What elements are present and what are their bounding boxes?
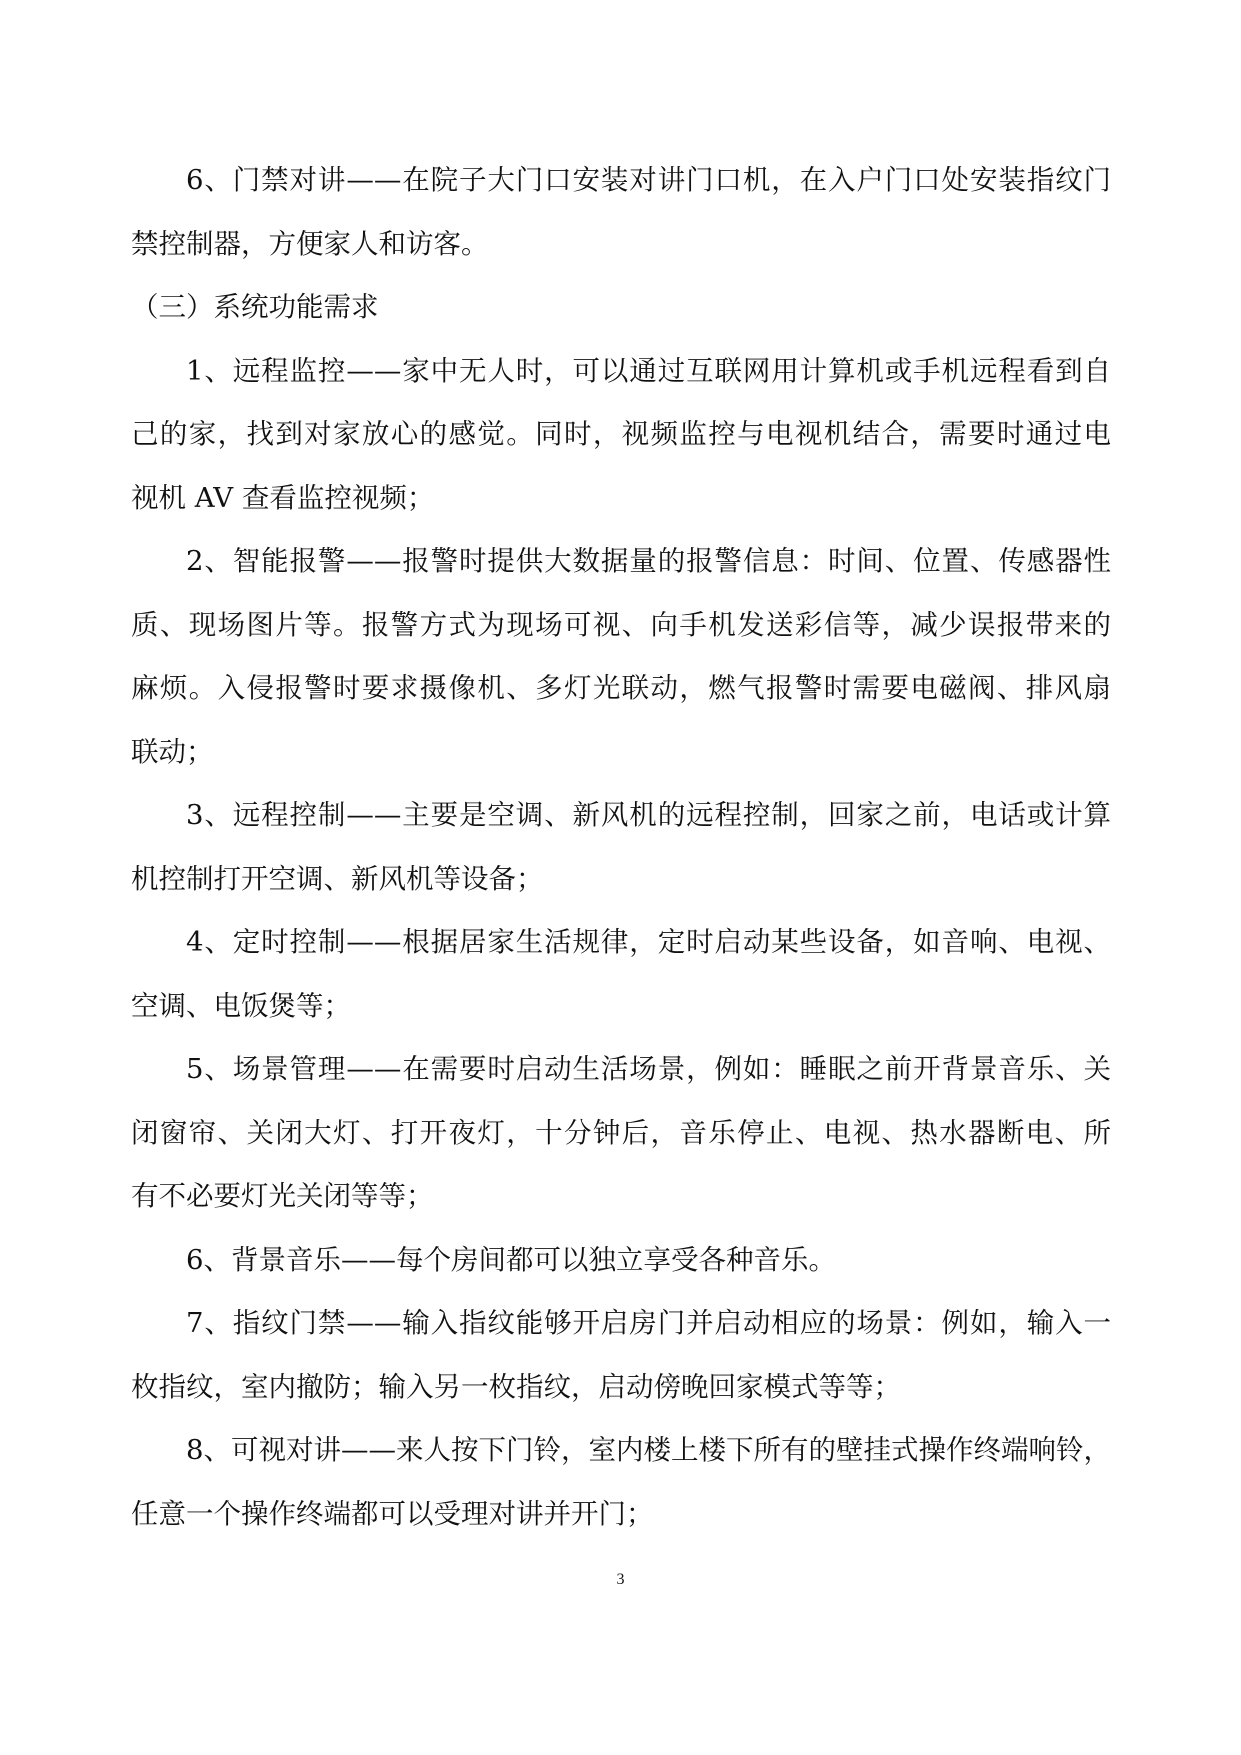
text-line: 机控制打开空调、新风机等设备；	[131, 862, 544, 895]
text-line: 空调、电饭煲等；	[131, 989, 351, 1022]
section-heading-text: （三）系统功能需求	[131, 291, 379, 323]
text-line: 6、门禁对讲——在院子大门口安装对讲门口机，在入户门口处安装指纹门	[186, 164, 1111, 196]
text-line: 闭窗帘、关闭大灯、打开夜灯，十分钟后，音乐停止、电视、热水器断电、所	[131, 1116, 1111, 1149]
page-number: 3	[616, 1571, 625, 1588]
paragraph-scene-management	[131, 1038, 1111, 1229]
paragraph-background-music	[131, 1229, 1111, 1293]
text-line: 1、远程监控——家中无人时，可以通过互联网用计算机或手机远程看到自	[186, 354, 1111, 387]
paragraph-smart-alarm	[131, 530, 1111, 784]
text-line: 8、可视对讲——来人按下门铃，室内楼上楼下所有的壁挂式操作终端响铃，	[186, 1434, 1111, 1466]
text-line: 质、现场图片等。报警方式为现场可视、向手机发送彩信等，减少误报带来的	[131, 608, 1111, 641]
paragraph-timer-control	[131, 911, 1111, 1038]
text-line: 枚指纹，室内撤防；输入另一枚指纹，启动傍晚回家模式等等；	[131, 1370, 901, 1403]
text-line: 6、背景音乐——每个房间都可以独立享受各种音乐。	[186, 1243, 836, 1276]
section-heading	[131, 276, 1111, 340]
text-line: 联动；	[131, 735, 214, 768]
text-line: 麻烦。入侵报警时要求摄像机、多灯光联动，燃气报警时需要电磁阀、排风扇	[131, 672, 1111, 704]
paragraph-door-intercom	[131, 149, 1111, 276]
paragraph-remote-control	[131, 784, 1111, 911]
text-line: 4、定时控制——根据居家生活规律，定时启动某些设备，如音响、电视、	[186, 926, 1111, 958]
text-line: 己的家，找到对家放心的感觉。同时，视频监控与电视机结合，需要时通过电	[131, 418, 1111, 450]
text-line: 3、远程控制——主要是空调、新风机的远程控制，回家之前，电话或计算	[186, 799, 1111, 831]
text-line: 禁控制器，方便家人和访客。	[131, 227, 489, 260]
text-line: 视机 AV 查看监控视频；	[131, 481, 435, 514]
paragraph-remote-monitoring	[131, 340, 1111, 531]
text-line: 任意一个操作终端都可以受理对讲并开门；	[131, 1497, 654, 1530]
paragraph-fingerprint-access	[131, 1292, 1111, 1419]
text-line: 7、指纹门禁——输入指纹能够开启房门并启动相应的场景：例如，输入一	[186, 1307, 1111, 1339]
paragraph-video-intercom	[131, 1419, 1111, 1546]
text-line: 有不必要灯光关闭等等；	[131, 1180, 434, 1212]
body-text	[131, 149, 1111, 1546]
text-line: 2、智能报警——报警时提供大数据量的报警信息：时间、位置、传感器性	[186, 545, 1111, 577]
text-line: 5、场景管理——在需要时启动生活场景，例如：睡眠之前开背景音乐、关	[186, 1053, 1111, 1085]
